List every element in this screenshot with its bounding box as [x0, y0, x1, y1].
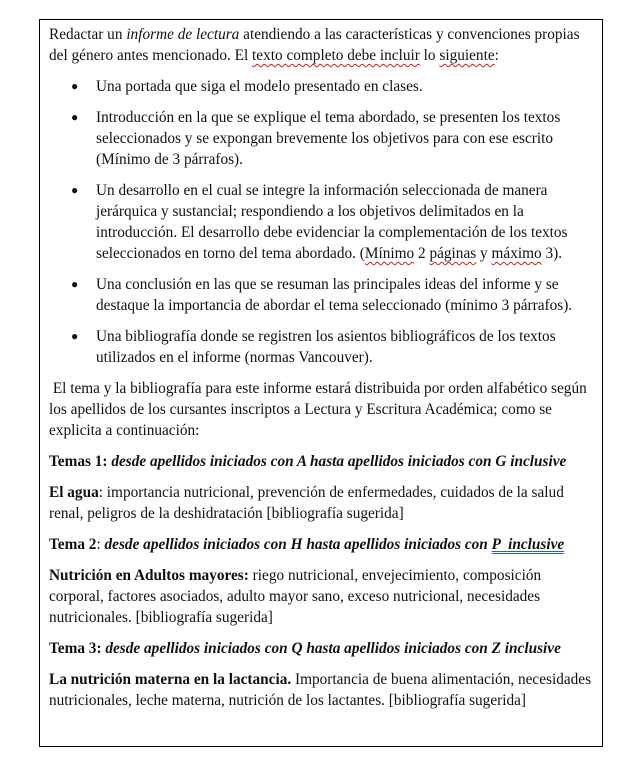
requirement-text: 3). — [541, 245, 563, 262]
requirement-text: 2 — [414, 245, 430, 262]
spellcheck-flag[interactable]: páginas — [429, 245, 477, 262]
tema-label: Temas 1: — [49, 453, 108, 470]
bullet-icon: ● — [71, 183, 79, 197]
tema-2-heading — [49, 534, 592, 555]
intro-text: : — [494, 47, 499, 64]
requirement-text: Introducción en la que se explique el tema abordado, se presenten los textos seleccionados y se expongan brevemente los objetivos para con ese escrito (Mínimo de 3 párrafos). — [96, 109, 561, 168]
topic-title: La nutrición materna en la lactancia. — [49, 671, 292, 688]
tema-label: Tema 2 — [49, 536, 97, 553]
tema-3-topic — [49, 669, 592, 711]
tema-2-topic — [49, 565, 592, 628]
tema-1-heading — [49, 451, 592, 472]
bullet-icon: ● — [71, 110, 79, 124]
tema-range: desde apellidos iniciados con A hasta apellidos iniciados con G inclusive — [107, 453, 567, 470]
requirements-list — [49, 76, 592, 368]
list-item — [49, 274, 592, 316]
spellcheck-flag[interactable]: máximo — [491, 245, 542, 262]
topic-description: : importancia nutricional, prevención de enfermedades, cuidados de la salud renal, peligros de la deshidratación [bibliografía sugerida] — [49, 484, 564, 522]
bullet-icon: ● — [71, 277, 79, 291]
tema-1-topic — [49, 482, 592, 524]
intro-text: Redactar un — [49, 26, 127, 43]
intro-paragraph — [49, 24, 592, 66]
spellcheck-flag[interactable]: siguiente — [439, 47, 495, 64]
distribution-paragraph: El tema y la bibliografía para este informe estará distribuida por orden alfabético según los apellidos de los cursantes inscriptos a Lectura y Escritura Académica; como se explicita a continuación: — [49, 380, 591, 439]
list-item — [49, 107, 592, 170]
intro-text: atendiendo a las características y convenciones propias del género antes mencionado. El — [49, 26, 580, 64]
bullet-icon: ● — [71, 329, 79, 343]
topic-title: El agua — [49, 484, 99, 501]
tema-label: Tema 3: — [49, 640, 102, 657]
list-item — [49, 76, 592, 97]
intro-italic-term: informe de lectura — [126, 26, 240, 43]
intro-text: lo — [419, 47, 440, 64]
requirement-text: Un desarrollo en el cual se integre la información seleccionada de manera jerárquica y sustancial; respondiendo a los objetivos delimitados en la introducción. El desarrollo debe evidenciar la complementación de los textos seleccionados en torno del tema abordado. ( — [96, 182, 568, 262]
topic-title: Nutrición en Adultos mayores: — [49, 567, 249, 584]
requirement-text: y — [476, 245, 492, 262]
document-text-box — [39, 19, 603, 747]
requirement-text: Una bibliografía donde se registren los asientos bibliográficos de los textos utilizados en el informe (normas Vancouver). — [96, 328, 556, 366]
tema-range: desde apellidos iniciados con Q hasta apellidos iniciados con Z inclusive — [101, 640, 561, 657]
list-item — [49, 326, 592, 368]
spellcheck-flag[interactable]: texto completo debe incluir — [252, 47, 420, 64]
tema-colon: : — [96, 536, 105, 553]
requirement-text: Una conclusión en las que se resuman las principales ideas del informe y se destaque la importancia de abordar el tema seleccionado (mínimo 3 párrafos). — [96, 276, 573, 314]
list-item — [49, 180, 592, 264]
topic-description: riego nutricional, envejecimiento, composición corporal, factores asociados, adulto mayor sano, exceso nutricional, necesidades nutricionales. [bibliografía sugerida] — [49, 567, 542, 626]
tema-3-heading — [49, 638, 592, 659]
spellcheck-flag[interactable]: Mínimo — [364, 245, 415, 262]
grammar-flag[interactable]: P inclusive — [491, 536, 565, 553]
bullet-icon: ● — [71, 79, 79, 93]
requirement-text: Una portada que siga el modelo presentado en clases. — [96, 78, 423, 95]
tema-range: desde apellidos iniciados con H hasta apellidos iniciados con — [104, 536, 492, 553]
topic-description: Importancia de buena alimentación, necesidades nutricionales, leche materna, nutrición de los lactantes. [bibliografía sugerida] — [49, 671, 592, 709]
